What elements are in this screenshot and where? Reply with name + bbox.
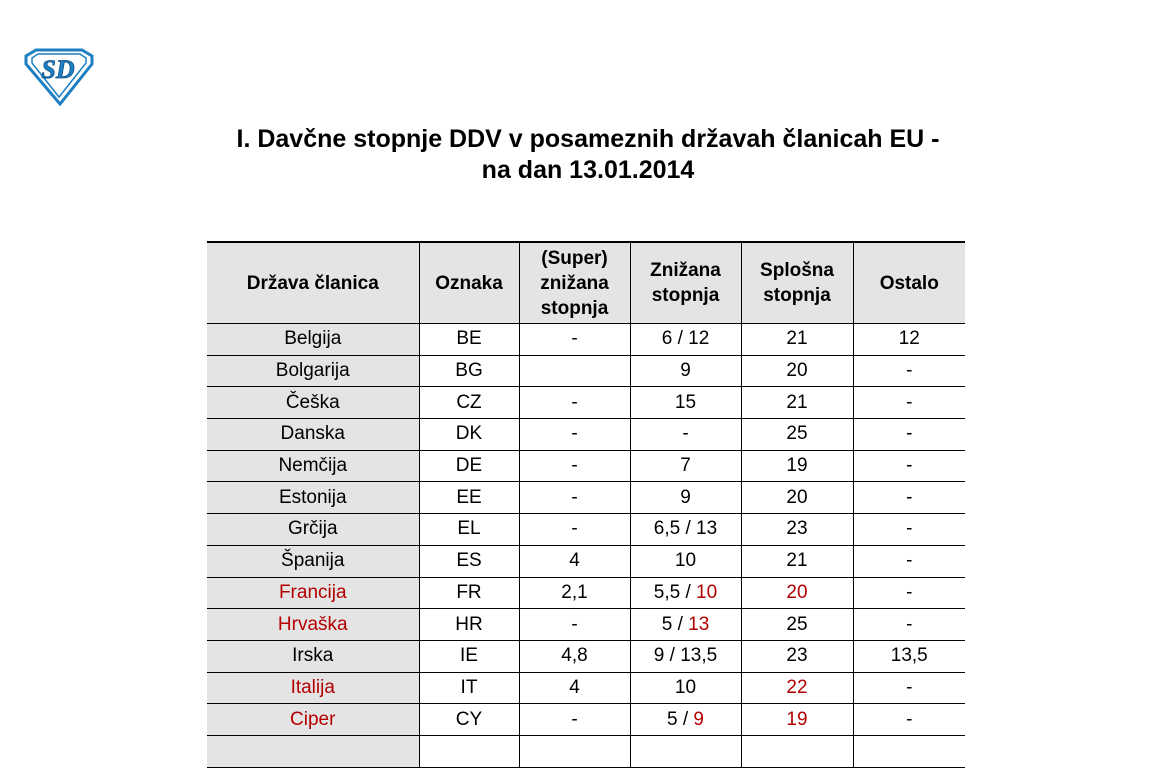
table-row [207, 640, 965, 672]
cell-other: - [853, 355, 965, 387]
cell-code: DK [419, 419, 519, 451]
cell-super-reduced: - [519, 514, 630, 546]
cell-super-reduced: - [519, 324, 630, 356]
table-row [207, 419, 965, 451]
cell-reduced [630, 735, 741, 767]
table-row [207, 387, 965, 419]
cell-standard: 21 [741, 387, 853, 419]
reduced-rate: 5 / [661, 613, 689, 635]
cell-other: - [853, 704, 965, 736]
reduced-rate: 5,5 / [653, 581, 697, 603]
cell-super-reduced: - [519, 450, 630, 482]
cell-code: EL [419, 514, 519, 546]
cell-code: CZ [419, 387, 519, 419]
cell-reduced [630, 640, 741, 672]
table-row [207, 355, 965, 387]
cell-standard: 25 [741, 419, 853, 451]
cell-standard: 20 [741, 482, 853, 514]
cell-code: CY [419, 704, 519, 736]
cell-standard: 20 [741, 577, 853, 609]
reduced-rate: 9 [680, 360, 691, 382]
cell-reduced [630, 387, 741, 419]
cell-country: Nemčija [207, 450, 419, 482]
table-row [207, 545, 965, 577]
cell-code: DE [419, 450, 519, 482]
cell-other: - [853, 482, 965, 514]
cell-country: Belgija [207, 324, 419, 356]
title-line-2: na dan 13.01.2014 [481, 156, 695, 184]
reduced-rate: 10 [674, 550, 697, 572]
cell-reduced [630, 450, 741, 482]
cell-standard: 19 [741, 704, 853, 736]
cell-standard: 22 [741, 672, 853, 704]
cell-country: Grčija [207, 514, 419, 546]
cell-super-reduced: - [519, 609, 630, 641]
cell-standard: 19 [741, 450, 853, 482]
cell-code: BG [419, 355, 519, 387]
cell-other: - [853, 545, 965, 577]
vat-rates-table [207, 241, 965, 768]
cell-standard: 25 [741, 609, 853, 641]
cell-standard [741, 735, 853, 767]
header-super-reduced: (Super) znižana stopnja [519, 242, 630, 324]
cell-other: 13,5 [853, 640, 965, 672]
cell-country: Francija [207, 577, 419, 609]
cell-code: BE [419, 324, 519, 356]
cell-code [419, 735, 519, 767]
cell-super-reduced: - [519, 419, 630, 451]
cell-country [207, 735, 419, 767]
table-header-row [207, 242, 965, 324]
cell-code: FR [419, 577, 519, 609]
header-other: Ostalo [853, 242, 965, 324]
cell-other: - [853, 419, 965, 451]
cell-code: IT [419, 672, 519, 704]
cell-other: - [853, 609, 965, 641]
reduced-rate-changed: 10 [696, 581, 718, 603]
cell-other [853, 735, 965, 767]
cell-super-reduced: - [519, 387, 630, 419]
reduced-rate-changed: 9 [693, 708, 704, 730]
cell-country: Španija [207, 545, 419, 577]
cell-standard: 23 [741, 640, 853, 672]
cell-code: HR [419, 609, 519, 641]
cell-code: EE [419, 482, 519, 514]
reduced-rate: 9 [680, 486, 691, 508]
cell-reduced [630, 482, 741, 514]
header-reduced: Znižana stopnja [630, 242, 741, 324]
cell-reduced [630, 324, 741, 356]
cell-country: Hrvaška [207, 609, 419, 641]
cell-standard: 20 [741, 355, 853, 387]
cell-reduced [630, 704, 741, 736]
cell-other: - [853, 387, 965, 419]
table-row [207, 672, 965, 704]
cell-reduced [630, 545, 741, 577]
table-row [207, 450, 965, 482]
cell-standard: 21 [741, 545, 853, 577]
cell-code: ES [419, 545, 519, 577]
cell-super-reduced: - [519, 704, 630, 736]
cell-super-reduced: - [519, 482, 630, 514]
reduced-rate: 5 / [667, 708, 694, 730]
cell-other: 12 [853, 324, 965, 356]
cell-country: Irska [207, 640, 419, 672]
cell-reduced [630, 514, 741, 546]
cell-super-reduced: 4 [519, 545, 630, 577]
table-row [207, 514, 965, 546]
sd-logo-icon [22, 48, 96, 106]
reduced-rate: 6 / 12 [661, 328, 710, 350]
header-standard: Splošna stopnja [741, 242, 853, 324]
cell-other: - [853, 450, 965, 482]
reduced-rate: 15 [674, 391, 697, 413]
page-title [150, 124, 1026, 186]
cell-country: Estonija [207, 482, 419, 514]
cell-code: IE [419, 640, 519, 672]
cell-reduced [630, 577, 741, 609]
table-row [207, 704, 965, 736]
cell-country: Italija [207, 672, 419, 704]
logo-text: SD [41, 55, 75, 84]
header-country: Država članica [207, 242, 419, 324]
header-code: Oznaka [419, 242, 519, 324]
cell-country: Danska [207, 419, 419, 451]
cell-reduced [630, 609, 741, 641]
cell-country: Ciper [207, 704, 419, 736]
table-row [207, 609, 965, 641]
cell-reduced [630, 672, 741, 704]
table-row [207, 735, 965, 767]
reduced-rate: 7 [680, 455, 691, 477]
cell-super-reduced [519, 735, 630, 767]
cell-super-reduced: 2,1 [519, 577, 630, 609]
reduced-rate-changed: 13 [688, 613, 710, 635]
cell-super-reduced [519, 355, 630, 387]
cell-reduced [630, 355, 741, 387]
cell-country: Bolgarija [207, 355, 419, 387]
cell-country: Češka [207, 387, 419, 419]
table-row [207, 577, 965, 609]
reduced-rate: 9 / 13,5 [653, 645, 718, 667]
cell-other: - [853, 672, 965, 704]
cell-other: - [853, 514, 965, 546]
reduced-rate: 10 [674, 676, 697, 698]
cell-standard: 21 [741, 324, 853, 356]
reduced-rate: 6,5 / 13 [653, 518, 718, 540]
cell-reduced [630, 419, 741, 451]
reduced-rate: - [682, 423, 689, 445]
cell-other: - [853, 577, 965, 609]
title-line-1: I. Davčne stopnje DDV v posameznih državah članicah EU - [236, 125, 940, 153]
cell-super-reduced: 4 [519, 672, 630, 704]
table-row [207, 324, 965, 356]
cell-super-reduced: 4,8 [519, 640, 630, 672]
cell-standard: 23 [741, 514, 853, 546]
table-row [207, 482, 965, 514]
